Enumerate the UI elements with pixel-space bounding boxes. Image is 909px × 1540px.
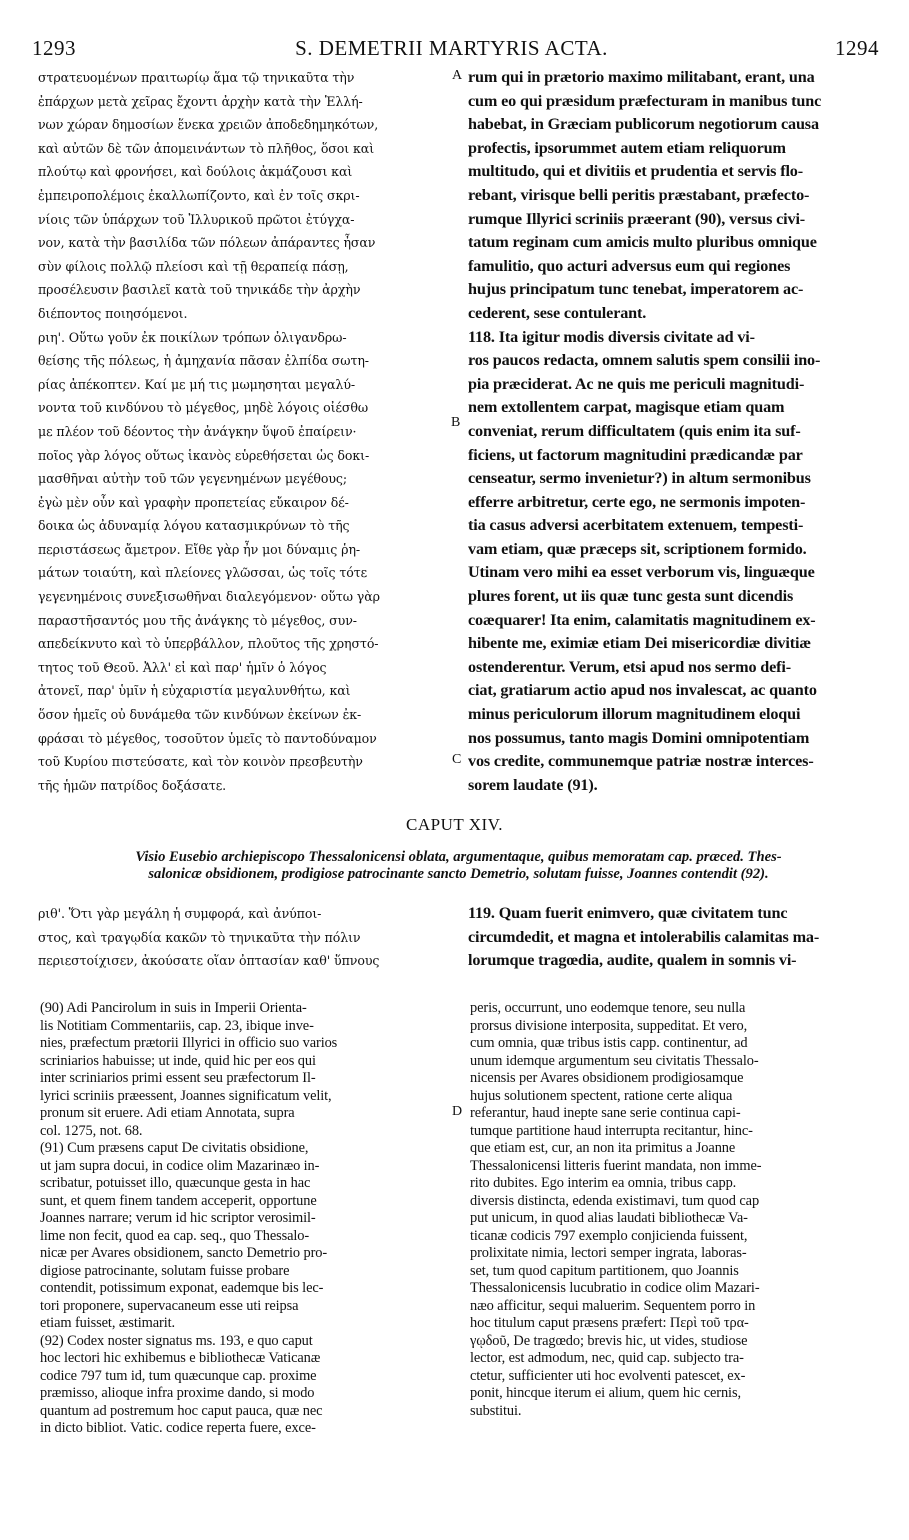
- running-title: S. DEMETRII MARTYRIS ACTA.: [295, 36, 608, 60]
- footnote-line: set, tum quod capitum partitionem, quo Joannis: [470, 1262, 739, 1279]
- footnote-line: referantur, haud inepte sane serie continua capi-: [470, 1105, 741, 1121]
- latin-line: tatum reginam cum amicis multo pluribus omnique: [468, 233, 817, 252]
- footnote-line: nicæ per Avares obsidionem, sancto Demetrio pro-: [40, 1245, 328, 1261]
- margin-letter-d: D: [452, 1104, 463, 1119]
- footnote-line: quantum ad postremum hoc caput pauca, quæ nec: [40, 1402, 323, 1419]
- footnote-line: nies, præfectum prætorii Illyrici in officio suo varios: [40, 1035, 338, 1051]
- footnote-line: ponit, hincque iterum ei alium, quem hic cernis,: [470, 1385, 741, 1401]
- footnote-line: substitui.: [470, 1402, 522, 1419]
- latin-line: lorumque tragœdia, audite, qualem in somnis vi-: [468, 951, 797, 970]
- latin-line: conveniat, rerum difficultatem (quis enim ita suf-: [468, 421, 801, 440]
- margin-letter-a: A: [452, 68, 463, 83]
- greek-column-chapter-start: [38, 902, 450, 977]
- right-page-number: 1294: [835, 36, 879, 60]
- greek-line: διέποντος ποιησόμενοι.: [38, 305, 188, 321]
- greek-line: περιεστοίχισεν, ἀκούσατε οἵαν ὀπτασίαν καθ' ὕπνους: [38, 953, 380, 969]
- latin-line: circumdedit, et magna et intolerabilis calamitas ma-: [468, 927, 820, 946]
- greek-line: ὅσον ἡμεῖς οὐ δυνάμεθα τῶν κινδύνων ἐκείνων ἐκ-: [38, 707, 362, 723]
- running-header: [24, 36, 879, 60]
- footnote-line: nicensis per Avares obsidionem prodigiosamque: [470, 1070, 744, 1086]
- latin-line: nem extollentem carpat, magisque etiam quam: [468, 398, 785, 417]
- latin-line: censeatur, sermo invenietur?) in altum sermonibus: [468, 469, 811, 488]
- greek-line: σὺν φίλοις πολλῷ πλείοσι καὶ τῇ θεραπείᾳ πάσῃ,: [38, 258, 349, 274]
- latin-line: nos possumus, tanto magis Domini omnipotentiam: [468, 728, 810, 747]
- greek-line: περιστάσεως ἄμετρον. Εἴθε γὰρ ἦν μοι δύναμις ῥη-: [38, 541, 361, 557]
- latin-column-chapter-start: [468, 902, 878, 977]
- footnote-line: hoc titulum caput præsens præfert: Περὶ τοῦ τρα-: [470, 1315, 749, 1331]
- latin-line: famulitio, quo acturi adversus eum qui regiones: [468, 256, 791, 275]
- greek-line: μασθῆναι αὐτὴν τοῦ τῶν γεγενημένων μεγέθους;: [38, 471, 348, 487]
- footnote-line: ctetur, sufficienter uti hoc evolventi patescet, ex-: [470, 1367, 746, 1384]
- greek-line: ἐμπειροπολέμοις ἐκαλλωπίζοντο, καὶ ἐν τοῖς σκρι-: [38, 187, 360, 203]
- footnote-line: (92) Codex noster signatus ms. 193, e quo caput: [40, 1332, 313, 1349]
- footnote-line: digiose patrocinante, solutam fuisse probare: [40, 1262, 290, 1279]
- greek-line: νον, κατὰ τὴν βασιλίδα τῶν πόλεων ἀπάραντες ἦσαν: [38, 235, 376, 251]
- footnote-line: tori proponere, supervacaneum esse uti reipsa: [40, 1297, 299, 1314]
- latin-line: rum qui in prætorio maximo militabant, erant, una: [468, 68, 815, 86]
- footnote-line: lyrici scriniis præessent, Joannes significatum velit,: [40, 1087, 332, 1104]
- footnote-line: lector, est admodum, nec, quid cap. subjecto tra-: [470, 1350, 744, 1366]
- footnote-line: peris, occurrunt, uno eodemque tenore, seu nulla: [470, 1000, 746, 1016]
- greek-line: μάτων τοιαύτη, καὶ πλείονες γλῶσσαι, ὡς τοῖς τότε: [38, 565, 368, 581]
- footnote-line: in dicto bibliot. Vatic. codice reperta fuere, exce-: [40, 1420, 316, 1436]
- footnote-line: inter scriniarios primi essent seu præfectorum Il-: [40, 1070, 316, 1086]
- footnote-line: contendit, potissimum exponat, eademque bis lec-: [40, 1280, 324, 1296]
- footnote-line: lime non fecit, quod ea cap. seq., quo Thessalo-: [40, 1227, 310, 1244]
- footnote-line: pronum sit eruere. Adi etiam Annotata, supra: [40, 1105, 295, 1121]
- latin-line: hujus principatum tunc tenebat, imperatorem ac-: [468, 280, 804, 299]
- footnote-line: col. 1275, not. 68.: [40, 1122, 143, 1139]
- footnote-line: scriniarios habuisse; ut inde, quid hic per eos qui: [40, 1052, 316, 1069]
- greek-line: ἐγὼ μὲν οὖν καὶ γραφὴν προπετείας εὔκαιρον δέ-: [38, 494, 349, 510]
- footnote-line: næo afficitur, sequi maluerim. Sequentem porro in: [470, 1297, 756, 1314]
- latin-line: cederent, sese contulerant.: [468, 303, 647, 322]
- greek-line: φράσαι τὸ μέγεθος, τοσοῦτον ὑμεῖς τὸ παντοδύναμον: [38, 730, 377, 746]
- latin-line: ros paucos redacta, omnem salutis spem consilii ino-: [468, 351, 821, 370]
- chapter-title: CAPUT XIV.: [406, 815, 503, 834]
- footnote-line: rito dubites. Ego interim ea omnia, tribus capp.: [470, 1175, 737, 1191]
- latin-line: hibente me, eximiæ etiam Dei misericordiæ divitiæ: [468, 634, 811, 653]
- latin-line: multitudo, qui et divitiis et prudentia et servis flo-: [468, 162, 803, 181]
- footnote-line: præmisso, alioque infra proxime dando, si modo: [40, 1385, 315, 1401]
- greek-column-top: [38, 66, 450, 812]
- footnote-line: Joannes narrare; verum id hic scriptor verosimil-: [40, 1210, 316, 1226]
- footnote-line: Thessalonicensis lucubratio in codice olim Mazari-: [470, 1280, 760, 1296]
- latin-line: vos credite, communemque patriæ nostræ interces-: [468, 752, 814, 771]
- latin-line: efferre arbitretur, certe ego, ne sermonis impoten-: [468, 492, 806, 511]
- footnote-line: (91) Cum præsens caput De civitatis obsidione,: [40, 1140, 309, 1156]
- latin-line: tia casus adversi acerbitatem extenuem, tempesti-: [468, 516, 804, 535]
- latin-line: plures forent, ut iis quæ tunc gesta sunt dicendis: [468, 587, 794, 606]
- footnote-line: que etiam est, cur, an non ita primitus a Joanne: [470, 1140, 736, 1156]
- latin-line: cum eo qui præsidum præfecturam in manibus tunc: [468, 91, 822, 110]
- latin-line: 119. Quam fuerit enimvero, quæ civitatem tunc: [468, 904, 788, 922]
- greek-line: δοικα ὡς ἀδυναμίᾳ λόγου κατασμικρύνων τὸ τῆς: [38, 518, 350, 534]
- argument-line: Visio Eusebio archiepiscopo Thessalonicensi oblata, argumentaque, quibus memoratam cap. præced. Thes-: [135, 849, 782, 865]
- footnote-line: γῳδοῦ, De tragœdo; brevis hic, ut vides, studiose: [470, 1332, 748, 1349]
- footnote-line: etiam fuisset, æstimarit.: [40, 1315, 175, 1331]
- greek-line: με πλέον τοῦ δέοντος τὴν ἀνάγκην ὕψοῦ ἐπαίρειν·: [38, 423, 357, 439]
- greek-line: στρατευομένων πραιτωρίῳ ἅμα τῷ τηνικαῦτα τὴν: [38, 70, 355, 85]
- footnote-line: put unicum, in quod alias laudati bibliothecæ Va-: [470, 1210, 748, 1226]
- latin-line: coæquarer! Ita enim, calamitatis magnitudinem ex-: [468, 610, 816, 629]
- latin-line: pia præciderat. Ac ne quis me periculi magnitudi-: [468, 374, 805, 393]
- margin-letter-c: C: [452, 752, 462, 767]
- latin-line: minus periculorum illorum magnitudinem eloqui: [468, 705, 801, 724]
- footnote-line: sunt, et quem finem tandem acceperit, opportune: [40, 1192, 317, 1209]
- footnote-line: prolixitate nimia, lectori semper ingrata, laboras-: [470, 1245, 747, 1261]
- greek-line: ἀτονεῖ, παρ' ὑμῖν ἡ εὐχαριστία μεγαλυνθήτω, καὶ: [38, 683, 351, 699]
- greek-line: προσέλευσιν βασιλεῖ κατὰ τοῦ τηνικάδε τὴν ἀρχὴν: [38, 282, 361, 298]
- footnote-line: diversis distincta, edenda existimavi, tum quod cap: [470, 1192, 760, 1209]
- greek-line: ριθ'. Ὅτι γὰρ μεγάλη ἡ συμφορά, καὶ ἀνύποι-: [38, 906, 322, 921]
- greek-line: τῆς ἡμῶν πατρίδος δοξάσατε.: [38, 777, 227, 793]
- footnote-line: scribatur, potuisset illo, quæcunque gesta in hac: [40, 1175, 311, 1191]
- footnote-line: ut jam supra docui, in codice olim Mazarinæo in-: [40, 1157, 320, 1174]
- greek-line: νοντα τοῦ κινδύνου τὸ μέγεθος, μηδὲ λόγοις οἰέσθω: [38, 400, 369, 416]
- greek-line: απεδείκνυτο καὶ τὸ ὑπερβάλλον, πλοῦτος τῆς χρηστό-: [38, 636, 379, 652]
- argument-line: salonicæ obsidionem, prodigiose patrocinante sancto Demetrio, solutam fuisse, Joannes contendit (92).: [148, 866, 769, 882]
- greek-line: στος, καὶ τραγῳδία κακῶν τὸ τηνικαῦτα τὴν πόλιν: [38, 929, 361, 945]
- latin-column-top: [468, 66, 878, 812]
- greek-line: ρίας ἀπέκοπτεν. Καί με μή τις μωμησηται μεγαλύ-: [38, 376, 356, 392]
- footnote-line: (90) Adi Pancirolum in suis in Imperii Orienta-: [40, 1000, 307, 1016]
- greek-line: νίοις τῶν ὑπάρχων τοῦ Ἰλλυρικοῦ πρῶτοι ἐτύγχα-: [38, 211, 355, 227]
- greek-line: παραστῆσαντός μου τῆς ἀνάγκης τὸ μέγεθος, συν-: [38, 612, 357, 628]
- greek-line: νων χώραν δημοσίων ἕνεκα χρειῶν ἀποδεδημηκότων,: [38, 117, 379, 133]
- latin-line: rumque Illyrici scriniis præerant (90), versus civi-: [468, 209, 806, 228]
- footnote-line: unum idemque argumentum seu civitatis Thessalo-: [470, 1052, 759, 1069]
- left-page-number: 1293: [32, 36, 76, 60]
- footnotes-left: [40, 1000, 450, 1445]
- latin-line: sorem laudate (91).: [468, 775, 598, 794]
- latin-line: vam etiam, quæ præceps sit, scriptionem formido.: [468, 539, 807, 558]
- margin-letter-b: B: [451, 415, 461, 430]
- footnote-line: codice 797 tum id, tum quæcunque cap. proxime: [40, 1367, 317, 1384]
- footnote-line: ticanæ codicis 797 exemplo conjicienda fuissent,: [470, 1227, 748, 1244]
- footnote-line: tumque partitione haud interrupta recitantur, hinc-: [470, 1122, 753, 1139]
- chapter-argument: [38, 849, 879, 883]
- footnote-line: cum omnia, quæ tribus istis capp. continentur, ad: [470, 1035, 748, 1051]
- footnote-line: Thessalonicensi litteris fuerint mandata, non imme-: [470, 1157, 762, 1174]
- greek-line: θείσης τῆς πόλεως, ἡ ἀμηχανία πᾶσαν ἐλπίδα σωτη-: [38, 353, 369, 369]
- footnote-line: hoc lectori hic exhibemus e bibliothecæ Vaticanæ: [40, 1350, 321, 1366]
- latin-line: 118. Ita igitur modis diversis civitate ad vi-: [468, 327, 755, 346]
- latin-line: ostenderentur. Verum, etsi apud nos sermo defi-: [468, 657, 792, 676]
- latin-line: habebat, in Græciam publicorum negotiorum causa: [468, 115, 819, 134]
- greek-line: τοῦ Κυρίου πιστεύσατε, καὶ τὸν κοινὸν πρεσβευτὴν: [38, 754, 363, 770]
- greek-line: γεγενημένοις συνεξισωθῆναι διαλεγόμενον· οὕτω γὰρ: [38, 589, 380, 605]
- footnote-line: prorsus divisione interposita, suppeditat. Et vero,: [470, 1017, 748, 1034]
- greek-line: καὶ αὐτῶν δὲ τῶν ἀπομεινάντων τὸ πλῆθος, ὅσοι καὶ: [38, 140, 375, 156]
- latin-line: ciat, gratiarum actio apud nos invalescat, ac quanto: [468, 681, 817, 700]
- latin-line: Utinam vero mihi ea esset verborum vis, linguæque: [468, 563, 815, 582]
- latin-line: rebant, virisque belli peritis præstabant, præfecto-: [468, 185, 810, 204]
- footnote-line: hujus solutionem spectent, ratione certe aliqua: [470, 1087, 733, 1104]
- greek-line: ἐπάρχων μετὰ χεῖρας ἔχοντι ἀρχὴν κατὰ τὴν Ἑλλή-: [38, 93, 363, 109]
- greek-line: πλούτῳ καὶ φρονήσει, καὶ δούλοις ἀκμάζουσι καὶ: [38, 164, 353, 180]
- latin-line: profectis, ipsorummet autem etiam reliquorum: [468, 138, 786, 157]
- greek-line: ριη'. Οὕτω γοῦν ἐκ ποικίλων τρόπων ὀλιγανδρω-: [38, 329, 347, 345]
- greek-line: ποῖος γὰρ λόγος οὕτως ἱκανὸς εὑρεθήσεται ὡς δοκι-: [38, 447, 370, 463]
- footnotes-right: [470, 1000, 880, 1445]
- latin-line: ficiens, ut factorum magnitudini prædicandæ par: [468, 445, 803, 464]
- greek-line: τητος τοῦ Θεοῦ. Ἀλλ' εἰ καὶ παρ' ἡμῖν ὁ λόγος: [38, 659, 327, 675]
- footnote-line: lis Notitiam Commentariis, cap. 23, ibique inve-: [40, 1017, 314, 1034]
